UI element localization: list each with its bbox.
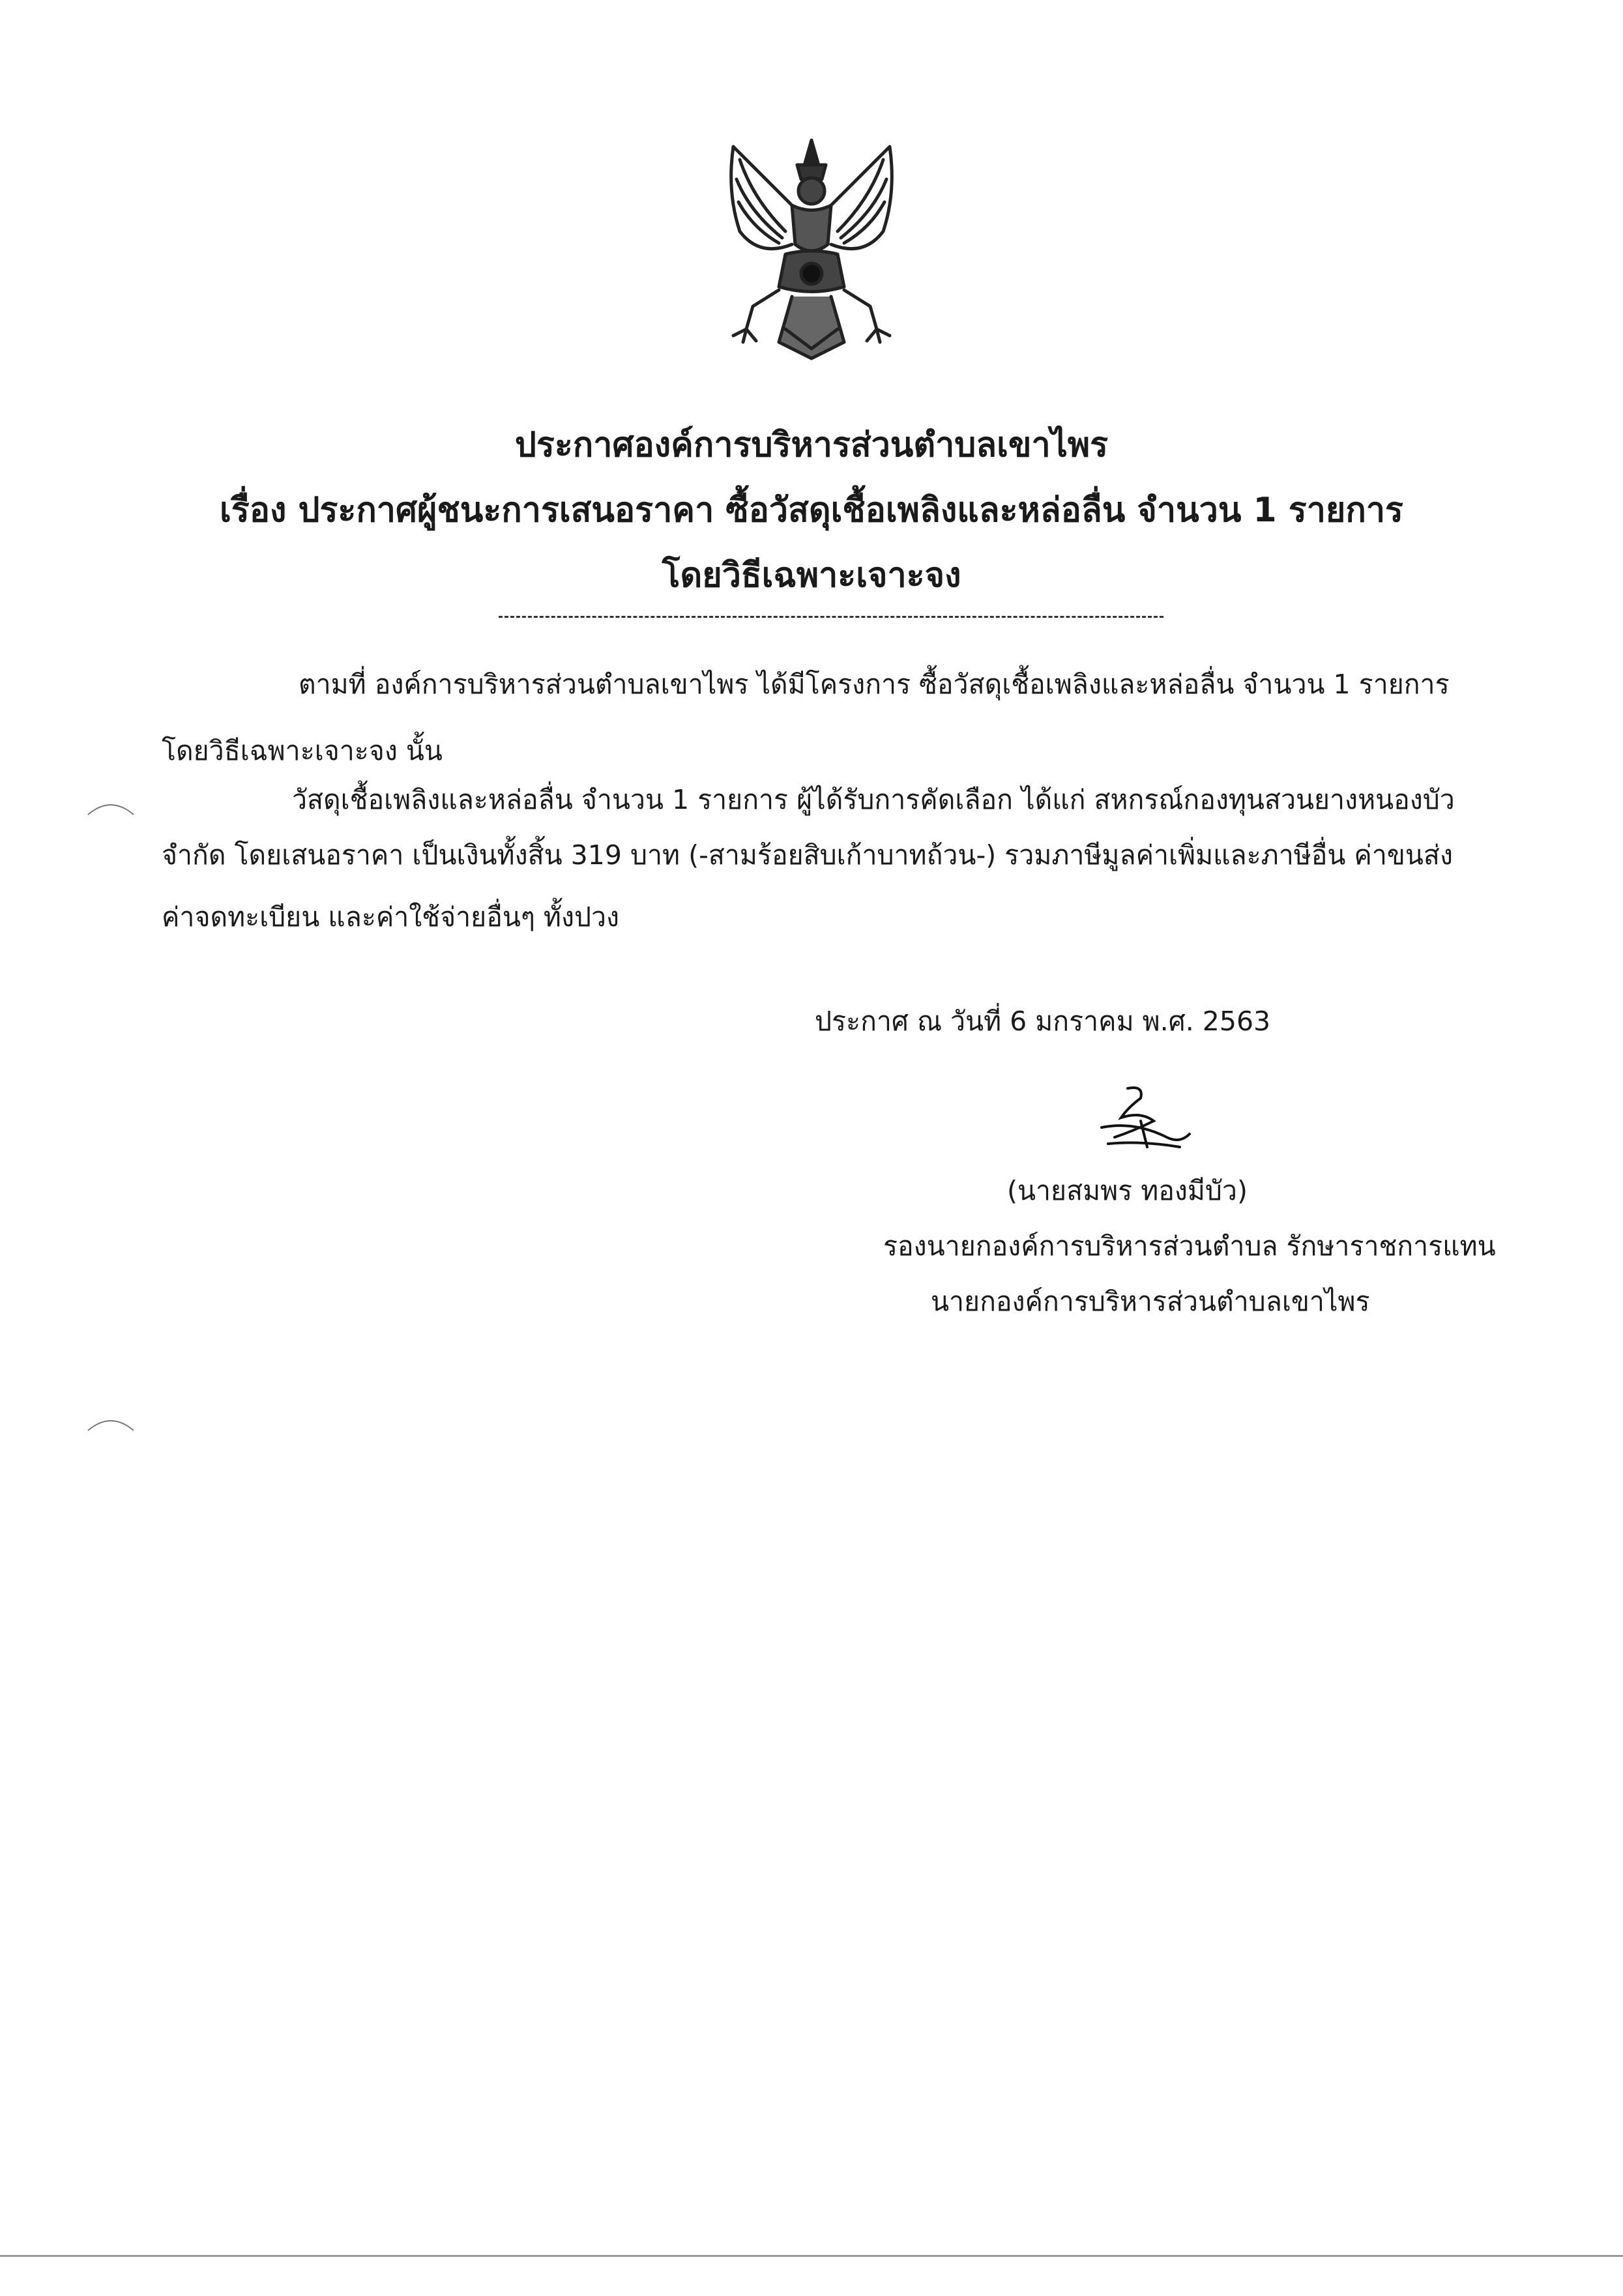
- header-separator: [499, 616, 1163, 618]
- punch-hole-mark: [85, 798, 137, 818]
- paragraph-2-line-1: วัสดุเชื้อเพลิงและหล่อลื่น จำนวน 1 รายการ ผู้ได้รับการคัดเลือก ได้แก่ สหกรณ์กองทุนสวนยางหนองบัว: [292, 784, 1455, 815]
- signatory-position-line-2: นายกองค์การบริหารส่วนตำบลเขาไพร: [931, 1286, 1370, 1317]
- announcement-date: ประกาศ ณ วันที่ 6 มกราคม พ.ศ. 2563: [815, 1006, 1271, 1037]
- procurement-method: โดยวิธีเฉพาะเจาะจง: [662, 556, 961, 595]
- paragraph-2-line-2: จำกัด โดยเสนอราคา เป็นเงินทั้งสิ้น 319 บาท (-สามร้อยสิบเก้าบาทถ้วน-) รวมภาษีมูลค่าเพิ่มและภาษีอื่น ค่าขนส่ง: [162, 839, 1453, 871]
- handwritten-signature-icon: [1082, 1082, 1199, 1154]
- paragraph-2-line-3: ค่าจดทะเบียน และค่าใช้จ่ายอื่นๆ ทั้งปวง: [162, 901, 620, 933]
- signatory-name: (นายสมพร ทองมีบัว): [1007, 1175, 1248, 1206]
- garuda-emblem-icon: [714, 134, 909, 362]
- announcement-title: ประกาศองค์การบริหารส่วนตำบลเขาไพร: [514, 426, 1109, 465]
- signatory-position-line-1: รองนายกองค์การบริหารส่วนตำบล รักษาราชการแทน: [883, 1230, 1496, 1262]
- scan-edge-line: [0, 2255, 1623, 2257]
- paragraph-1-line-1: ตามที่ องค์การบริหารส่วนตำบลเขาไพร ได้มีโครงการ ซื้อวัสดุเชื้อเพลิงและหล่อลื่น จำนวน 1 รายการ: [299, 669, 1450, 700]
- paragraph-1-line-2: โดยวิธีเฉพาะเจาะจง นั้น: [162, 735, 443, 766]
- announcement-subject: เรื่อง ประกาศผู้ชนะการเสนอราคา ซื้อวัสดุเชื้อเพลิงและหล่อลื่น จำนวน 1 รายการ: [220, 491, 1403, 530]
- punch-hole-mark: [85, 1414, 137, 1434]
